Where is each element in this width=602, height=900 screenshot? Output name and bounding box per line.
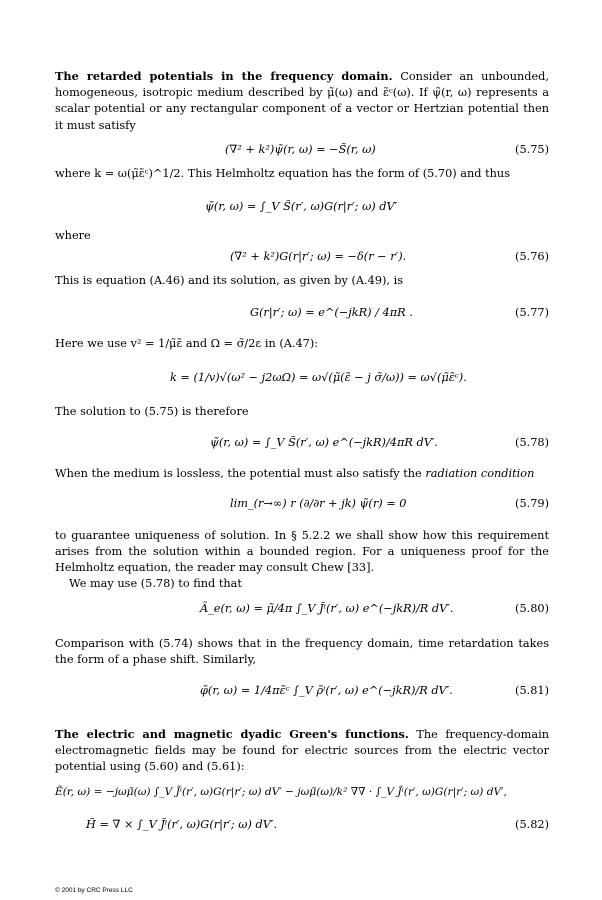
here-we-use-paragraph: Here we use v² = 1/μ̃ε̃ and Ω = σ̃/2ε in (A.47): bbox=[55, 337, 319, 350]
equation-number: (5.80) bbox=[515, 602, 549, 615]
where-k-paragraph: where k = ω(μ̃ε̃ᶜ)^1/2. This Helmholtz equation has the form of (5.70) and thus bbox=[55, 167, 510, 180]
lossless-paragraph bbox=[55, 466, 549, 482]
equation-5-80 bbox=[55, 602, 549, 622]
equation-number: (5.75) bbox=[515, 143, 549, 156]
equation-body: Ẽ(r, ω) = −jωμ̃(ω) ∫_V J̃ⁱ(r′, ω)G(r|r′; ω) dV′ − jωμ̃(ω)/k² ∇∇ · ∫_V J̃ⁱ(r′, ω)G(r|r′; ω) dV′, bbox=[55, 786, 507, 798]
equation-5-82-h-field bbox=[55, 818, 549, 838]
equation-5-77 bbox=[55, 306, 549, 326]
equation-5-82-e-field bbox=[55, 786, 549, 806]
retarded-potentials-paragraph bbox=[55, 68, 549, 134]
equation-5-76 bbox=[55, 250, 549, 270]
equation-number: (5.76) bbox=[515, 250, 549, 263]
equation-body: ψ̃(r, ω) = ∫_V S̃(r′, ω)G(r|r′; ω) dV′ bbox=[205, 200, 398, 213]
this-is-paragraph: This is equation (A.46) and its solution, as given by (A.49), is bbox=[55, 274, 404, 287]
equation-body: (∇² + k²)G(r|r′; ω) = −δ(r − r′). bbox=[230, 250, 407, 263]
equation-body: φ̃(r, ω) = 1/4πε̃ᶜ ∫_V ρ̃ⁱ(r′, ω) e^(−jkR)/R dV′. bbox=[200, 684, 453, 697]
dyadic-greens-paragraph bbox=[55, 726, 549, 776]
we-may-use-paragraph: We may use (5.78) to find that bbox=[69, 577, 242, 590]
equation-body: ψ̃(r, ω) = ∫_V S̃(r′, ω) e^(−jkR)/4πR dV′. bbox=[210, 436, 439, 449]
equation-number: (5.77) bbox=[515, 306, 549, 319]
dyadic-intro-text: The frequency-domain electromagnetic fields may be found for electric sources from the electric vector potential using (5.60) and (5.61): bbox=[55, 728, 550, 774]
equation-number: (5.82) bbox=[515, 818, 549, 831]
equation-body: lim_(r→∞) r (∂/∂r + jk) ψ̃(r) = 0 bbox=[230, 497, 407, 510]
equation-body: Ã_e(r, ω) = μ̃/4π ∫_V J̃ⁱ(r′, ω) e^(−jkR)/R dV′. bbox=[200, 602, 454, 615]
equation-body: G(r|r′; ω) = e^(−jkR) / 4πR . bbox=[250, 306, 413, 319]
solution-to-paragraph: The solution to (5.75) is therefore bbox=[55, 405, 249, 418]
equation-psi-integral bbox=[55, 200, 549, 220]
equation-5-75 bbox=[55, 143, 549, 163]
equation-5-78 bbox=[55, 436, 549, 456]
equation-body: H̃ = ∇ × ∫_V J̃ⁱ(r′, ω)G(r|r′; ω) dV′. bbox=[86, 818, 278, 831]
equation-5-81 bbox=[55, 684, 549, 704]
comparison-paragraph: Comparison with (5.74) shows that in the frequency domain, time retardation takes the form of a phase shift. Similarly, bbox=[55, 637, 549, 667]
equation-number: (5.81) bbox=[515, 684, 549, 697]
retarded-intro-text: Consider an unbounded, homogeneous, isotropic medium described by μ̃(ω) and ε̃ᶜ(ω). If ψ̃(r, ω) represents a scalar potential or any rectangular component of a vector or Hertzian potential then it must satisfy bbox=[55, 70, 549, 132]
equation-body: k = (1/v)√(ω² − j2ωΩ) = ω√(μ̃(ε̃ − j σ̃/ω)) = ω√(μ̃ε̃ᶜ). bbox=[170, 371, 467, 384]
copyright-footer: © 2001 by CRC Press LLC bbox=[55, 887, 133, 894]
where-paragraph: where bbox=[55, 229, 91, 242]
uniqueness-paragraph: to guarantee uniqueness of solution. In § 5.2.2 we shall show how this requirement arises from the solution within a bounded region. For a uniqueness proof for the Helmholtz equation, the reader may consult Chew [33]. bbox=[55, 529, 549, 575]
equation-5-79 bbox=[55, 497, 549, 517]
radiation-condition-text: radiation condition bbox=[425, 467, 535, 480]
equation-k-definition bbox=[55, 371, 549, 391]
equation-number: (5.79) bbox=[515, 497, 549, 510]
lossless-text: When the medium is lossless, the potential must also satisfy the bbox=[55, 467, 422, 480]
equation-number: (5.78) bbox=[515, 436, 549, 449]
equation-body: (∇² + k²)ψ̃(r, ω) = −S̃(r, ω) bbox=[225, 143, 376, 156]
section-heading-retarded: The retarded potentials in the frequency domain. bbox=[55, 69, 393, 83]
section-heading-dyadic: The electric and magnetic dyadic Green's functions. bbox=[55, 727, 409, 741]
